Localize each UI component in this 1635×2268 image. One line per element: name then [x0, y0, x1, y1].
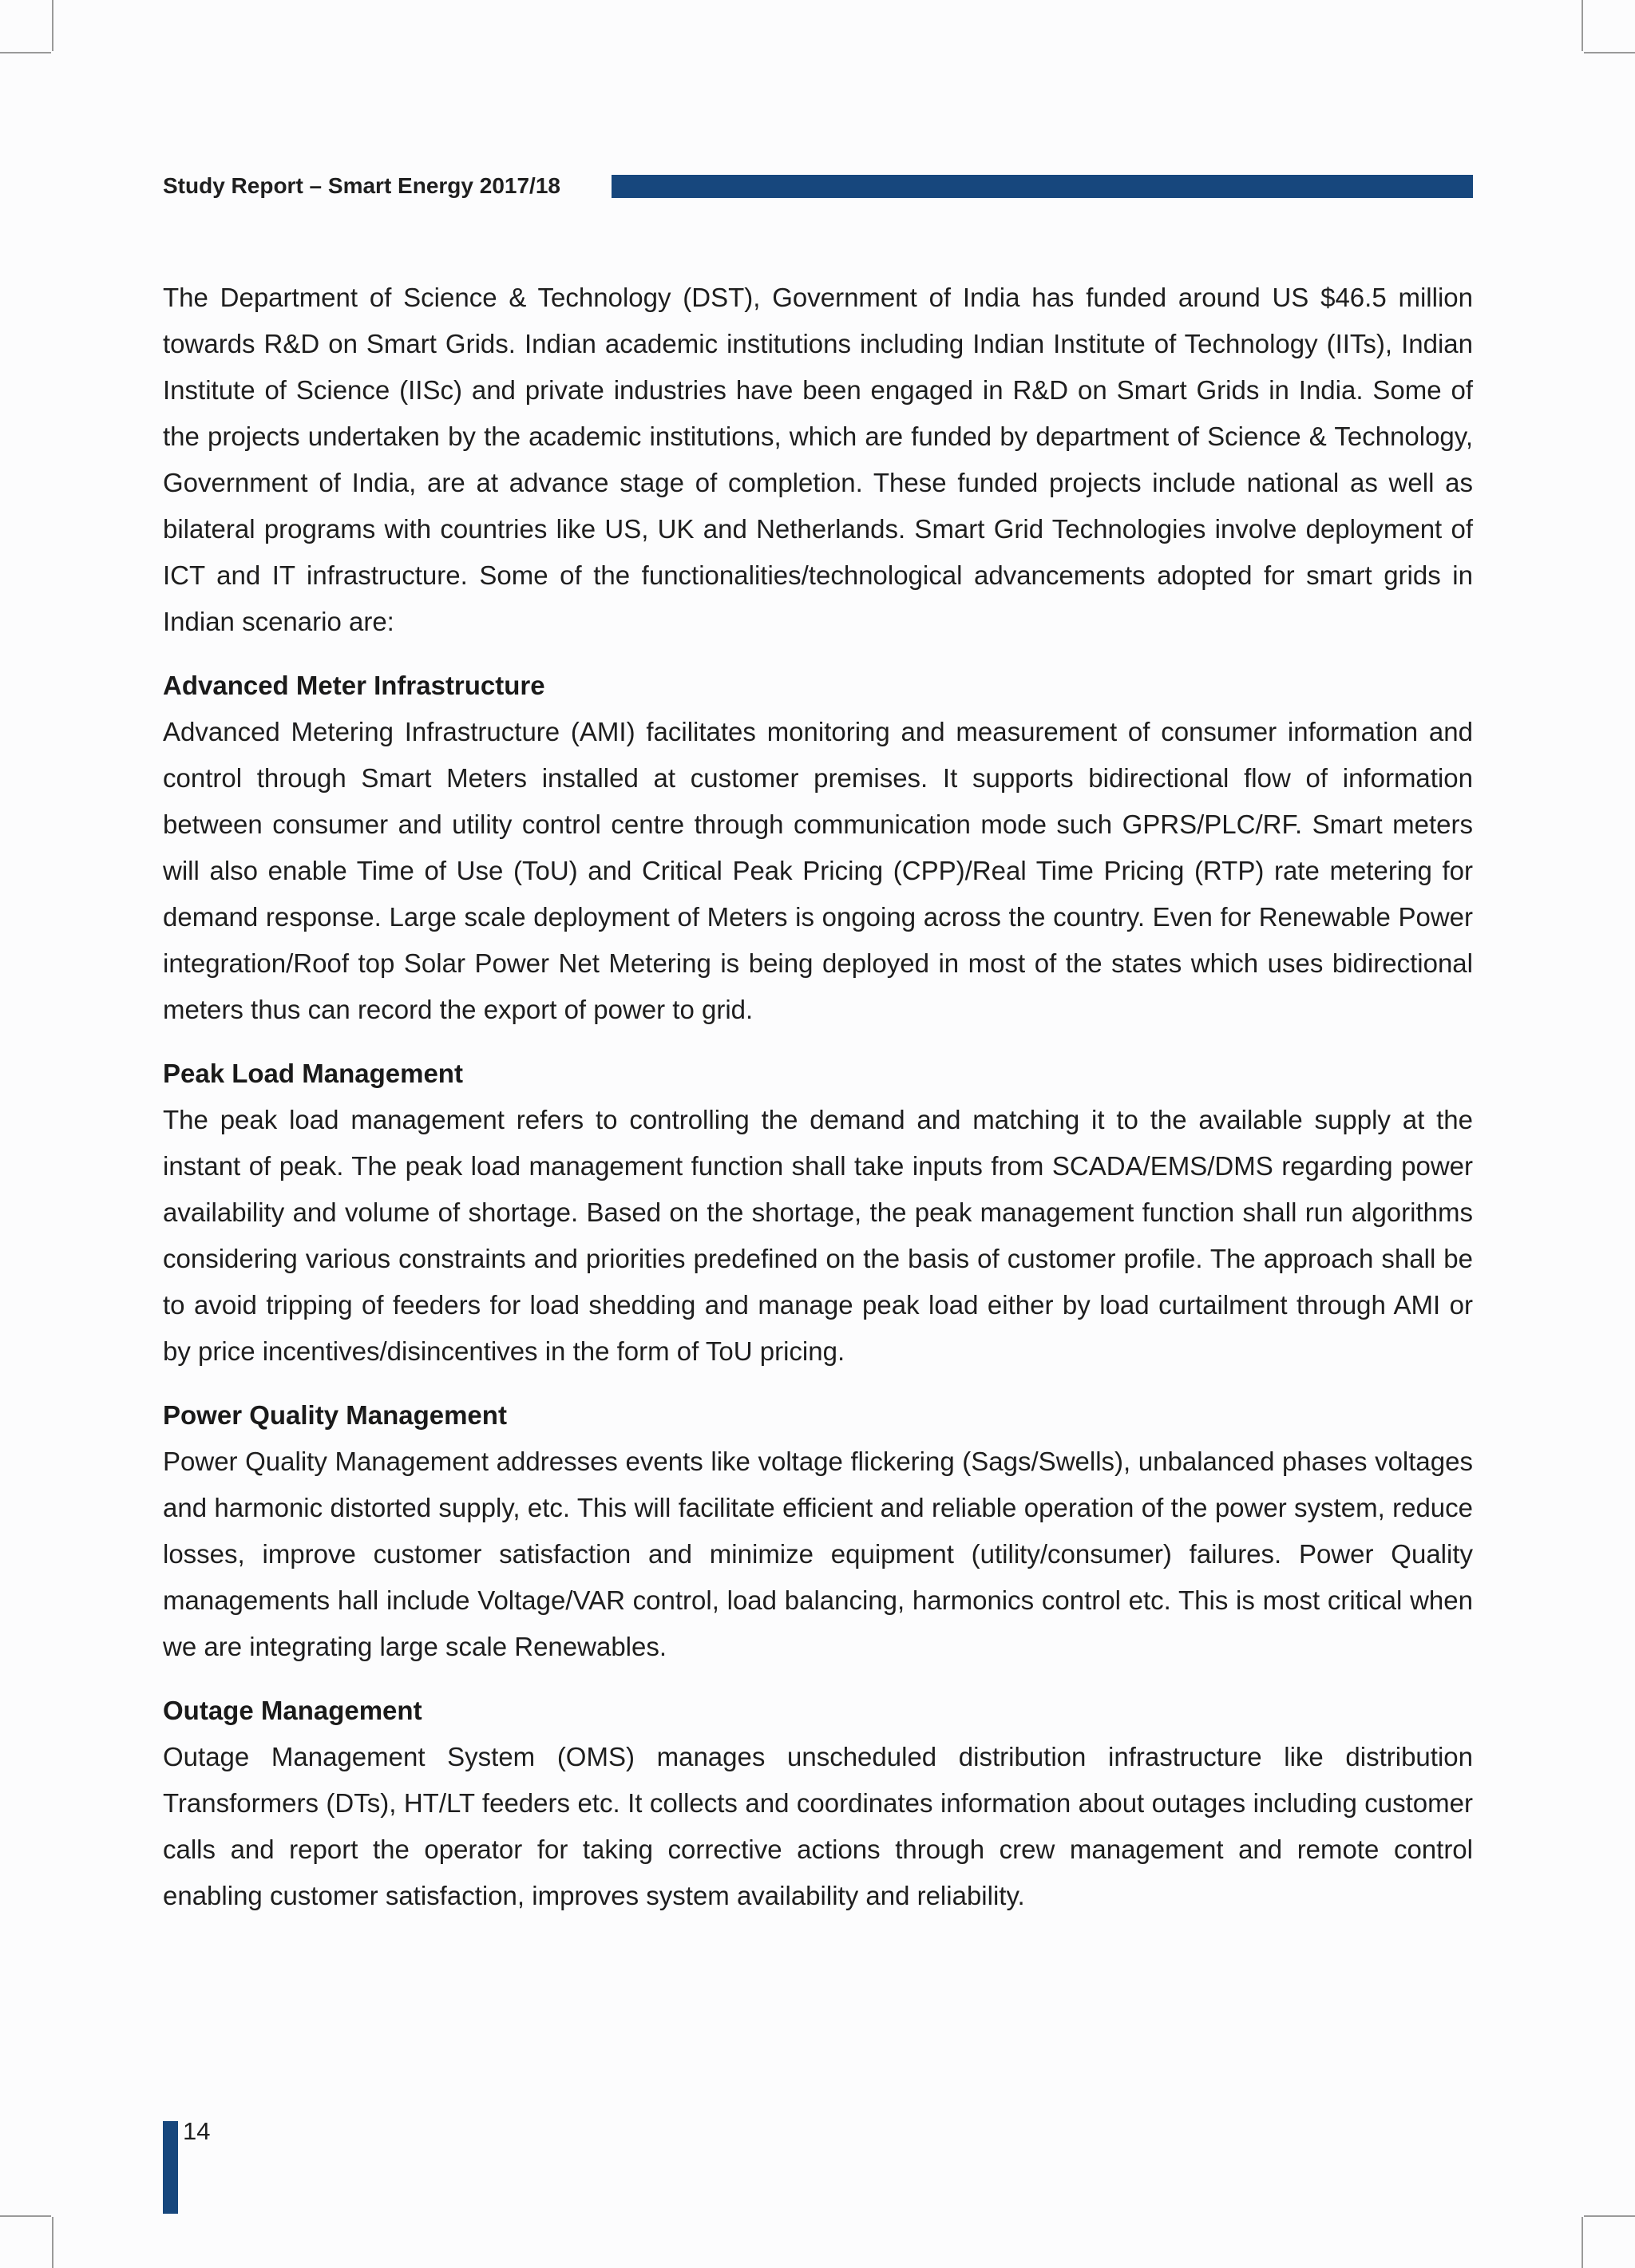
section-heading: Advanced Meter Infrastructure	[163, 671, 545, 700]
report-title: Study Report – Smart Energy 2017/18	[163, 173, 560, 198]
section-outage-management	[163, 1688, 1473, 1919]
section-advanced-meter-infrastructure	[163, 663, 1473, 1033]
running-header	[163, 170, 1473, 202]
section-body: The peak load management refers to controlling the demand and matching it to the available supply at the instant of peak. The peak load management function shall take inputs from SCADA/EMS/DMS regarding power availability and volume of shortage. Based on the shortage, the peak management function shall run algorithms considering various constraints and priorities predefined on the basis of customer profile. The approach shall be to avoid tripping of feeders for load shedding and manage peak load either by load curtailment through AMI or by price incentives/disincentives in the form of ToU pricing.	[163, 1105, 1473, 1366]
crop-mark	[0, 52, 51, 53]
page-content	[163, 275, 1473, 1919]
section-power-quality-management	[163, 1392, 1473, 1670]
crop-mark	[52, 0, 53, 51]
crop-mark	[1582, 2217, 1583, 2268]
section-heading: Power Quality Management	[163, 1400, 507, 1430]
section-heading: Outage Management	[163, 1696, 422, 1725]
section-body: Outage Management System (OMS) manages unscheduled distribution infrastructure like distribution Transformers (DTs), HT/LT feeders etc. It collects and coordinates information about outages including customer calls and report the operator for taking corrective actions through crew management and remote control enabling customer satisfaction, improves system availability and reliability.	[163, 1742, 1473, 1910]
intro-paragraph: The Department of Science & Technology (DST), Government of India has funded around US $46.5 million towards R&D on Smart Grids. Indian academic institutions including Indian Institute of Technology (IITs), Indian Institute of Science (IISc) and private industries have been engaged in R&D on Smart Grids in India. Some of the projects undertaken by the academic institutions, which are funded by department of Science & Technology, Government of India, are at advance stage of completion. These funded projects include national as well as bilateral programs with countries like US, UK and Netherlands. Smart Grid Technologies involve deployment of ICT and IT infrastructure. Some of the functionalities/technological advancements adopted for smart grids in Indian scenario are:	[163, 283, 1473, 636]
crop-mark	[1584, 2215, 1635, 2217]
page-number: 14	[183, 2117, 211, 2145]
crop-mark	[52, 2217, 53, 2268]
section-body: Advanced Metering Infrastructure (AMI) facilitates monitoring and measurement of consumer information and control through Smart Meters installed at customer premises. It supports bidirectional flow of information between consumer and utility control centre through communication mode such GPRS/PLC/RF. Smart meters will also enable Time of Use (ToU) and Critical Peak Pricing (CPP)/Real Time Pricing (RTP) rate metering for demand response. Large scale deployment of Meters is ongoing across the country. Even for Renewable Power integration/Roof top Solar Power Net Metering is being deployed in most of the states which uses bidirectional meters thus can record the export of power to grid.	[163, 717, 1473, 1024]
section-heading: Peak Load Management	[163, 1059, 463, 1088]
crop-mark	[1584, 52, 1635, 53]
section-peak-load-management	[163, 1051, 1473, 1375]
crop-mark	[0, 2215, 51, 2217]
header-accent-bar	[612, 175, 1473, 198]
page-number-marker	[163, 2121, 178, 2214]
section-body: Power Quality Management addresses events like voltage flickering (Sags/Swells), unbalanced phases voltages and harmonic distorted supply, etc. This will facilitate efficient and reliable operation of the power system, reduce losses, improve customer satisfaction and minimize equipment (utility/consumer) failures. Power Quality managements hall include Voltage/VAR control, load balancing, harmonics control etc. This is most critical when we are integrating large scale Renewables.	[163, 1447, 1473, 1661]
crop-mark	[1582, 0, 1583, 51]
